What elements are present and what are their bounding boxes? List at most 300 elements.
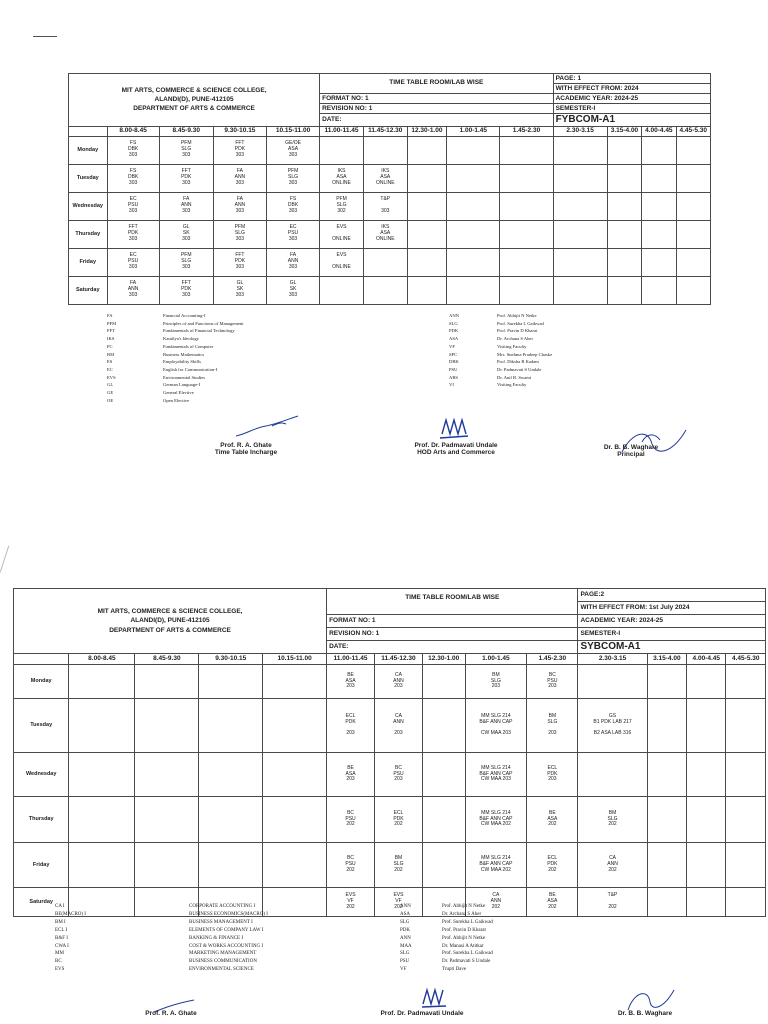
timetable-cell xyxy=(213,248,266,276)
cell-line: 303 xyxy=(128,235,138,242)
legend-row xyxy=(400,911,493,919)
timetable-cell xyxy=(363,164,407,192)
cell-line: SLG xyxy=(547,718,558,725)
cell-line: 303 xyxy=(182,263,191,270)
cell-line: ANN xyxy=(607,861,618,868)
cell-line: 202 xyxy=(394,903,403,910)
empty-cell xyxy=(647,699,686,753)
cell-line: PDK xyxy=(547,861,558,868)
semester: SEMESTER-I xyxy=(553,104,710,114)
day-label: Thursday xyxy=(69,220,108,248)
empty-cell xyxy=(363,276,407,304)
cell-line: ONLINE xyxy=(375,179,395,186)
period-header: 4.45-5.30 xyxy=(726,654,766,665)
legend-row xyxy=(107,374,244,382)
legend-description: Dr. Manasi A Atitkar xyxy=(442,943,484,949)
empty-cell xyxy=(726,665,766,699)
empty-cell xyxy=(647,797,686,843)
empty-cell xyxy=(607,220,641,248)
legend-row xyxy=(449,358,552,366)
empty-cell xyxy=(642,248,676,276)
faculty-legend-2 xyxy=(400,903,493,974)
timetable-cell xyxy=(159,220,213,248)
empty-cell xyxy=(676,220,711,248)
empty-cell xyxy=(500,164,553,192)
cell-line: FFT xyxy=(128,224,138,231)
empty-cell xyxy=(447,248,500,276)
day-label: Wednesday xyxy=(14,753,69,797)
timetable-cell xyxy=(527,797,578,843)
empty-cell xyxy=(607,276,641,304)
empty-cell xyxy=(553,220,607,248)
empty-cell xyxy=(607,136,641,164)
legend-description: Fundamentals of Financial Technology xyxy=(163,328,235,334)
empty-cell xyxy=(687,753,726,797)
empty-cell xyxy=(407,164,447,192)
cell-line: ASA xyxy=(345,770,356,777)
legend-row xyxy=(55,903,268,911)
cell-line: FA xyxy=(130,280,137,287)
cell-line: FFT xyxy=(181,168,191,175)
cell-line: 202 xyxy=(491,903,501,910)
timetable-cell xyxy=(527,888,578,917)
legend-code: SLG xyxy=(400,951,410,957)
empty-cell xyxy=(607,192,641,220)
empty-cell xyxy=(407,220,447,248)
cell-line: B&F ANN CAP xyxy=(479,718,513,725)
cell-line: SLG xyxy=(234,230,245,237)
revision-number: REVISION NO: 1 xyxy=(320,104,553,114)
cell-line: 303 xyxy=(182,207,191,214)
cell-line: 202 xyxy=(608,903,617,910)
legend-row xyxy=(449,320,552,328)
legend-code: FC xyxy=(107,343,113,349)
signature-block-principal xyxy=(586,444,676,458)
cell-line: ASA xyxy=(345,677,356,684)
cell-line: ANN xyxy=(234,202,246,209)
legend-code: ANN xyxy=(449,313,459,318)
timetable-cell xyxy=(213,164,266,192)
legend-description: Fundamentals of Computer xyxy=(163,343,214,349)
legend-description: BUSINESS MANAGEMENT I xyxy=(189,919,253,925)
cell-line: 302 xyxy=(337,207,346,214)
legend-row xyxy=(400,958,493,966)
cell-line: ASA xyxy=(380,174,391,181)
legend-row xyxy=(400,950,493,958)
cell-line: FA xyxy=(236,196,243,203)
legend-row xyxy=(107,312,244,320)
period-header: 4.00-4.45 xyxy=(687,654,726,665)
day-label: Saturday xyxy=(14,888,69,917)
cell-line: PDK xyxy=(234,146,246,153)
college-line: MIT ARTS, COMMERCE & SCIENCE COLLEGE, xyxy=(97,607,243,615)
legend-row xyxy=(55,935,268,943)
empty-cell xyxy=(199,665,263,699)
legend-code: ECL I xyxy=(55,927,68,933)
empty-cell xyxy=(500,192,553,220)
legend-row xyxy=(400,966,493,974)
timetable-cell xyxy=(465,843,527,888)
legend-code: VF xyxy=(400,967,407,973)
legend-row xyxy=(55,966,268,974)
timetable-cell xyxy=(266,220,319,248)
empty-cell xyxy=(726,843,766,888)
day-column-header xyxy=(14,654,69,665)
cell-line: BC xyxy=(394,764,402,771)
legend-code: BM xyxy=(107,351,115,357)
empty-cell xyxy=(500,220,553,248)
legend-code: PFM xyxy=(107,320,117,326)
day-label: Wednesday xyxy=(69,192,108,220)
legend-code: PSU xyxy=(449,366,458,372)
subject-legend-1 xyxy=(107,312,244,404)
legend-code: ANN xyxy=(400,935,411,941)
legend-row xyxy=(107,381,244,389)
cell-line: 303 xyxy=(128,179,138,186)
legend-row xyxy=(400,943,493,951)
legend-description: Visiting Faculty xyxy=(497,382,527,388)
cell-line: PSU xyxy=(547,677,558,684)
legend-description: German Language-I xyxy=(163,382,201,388)
cell-line: GL xyxy=(236,280,244,287)
legend-row xyxy=(107,389,244,397)
cell-line: 203 xyxy=(346,776,355,783)
cell-line: PSU xyxy=(345,815,356,822)
cell-line: PSU xyxy=(127,258,139,265)
timetable-cell xyxy=(107,164,159,192)
period-header: 1.00-1.45 xyxy=(447,126,500,136)
signature-block-hod xyxy=(406,442,506,456)
legend-row xyxy=(107,351,244,359)
cell-line: ANN xyxy=(287,258,299,265)
legend-description: Trupti Dave xyxy=(442,967,467,973)
empty-cell xyxy=(676,192,711,220)
signatory-name: Prof. R. A. Ghate xyxy=(220,442,272,449)
cell-line: 303 xyxy=(235,291,245,298)
cell-line: FFT xyxy=(181,280,191,287)
empty-cell xyxy=(642,192,676,220)
cell-line: DBK xyxy=(287,202,299,209)
cell-line: PSU xyxy=(127,202,139,209)
empty-cell xyxy=(407,248,447,276)
empty-cell xyxy=(642,220,676,248)
page-number: PAGE: 1 xyxy=(553,74,710,84)
period-header: 10.15-11.00 xyxy=(266,126,319,136)
empty-cell xyxy=(607,248,641,276)
signature-ghate-1 xyxy=(232,414,302,442)
signature-block-principal-2 xyxy=(600,1010,690,1017)
period-header: 12.30-1.00 xyxy=(407,126,447,136)
cell-line: B2 ASA LAB 316 xyxy=(593,730,632,737)
empty-cell xyxy=(687,843,726,888)
legend-row xyxy=(449,343,552,351)
empty-cell xyxy=(199,797,263,843)
timetable-cell xyxy=(527,843,578,888)
timetable-title: TIME TABLE ROOM/LAB WISE xyxy=(320,74,553,94)
period-header: 8.00-8.45 xyxy=(107,126,159,136)
empty-cell xyxy=(69,843,135,888)
cell-line: MM SLG 214 xyxy=(481,713,511,719)
cell-line: SLG xyxy=(336,202,347,209)
timetable-cell xyxy=(375,843,423,888)
empty-cell xyxy=(500,248,553,276)
cell-line: B&F ANN CAP xyxy=(479,861,513,868)
empty-cell xyxy=(553,136,607,164)
timetable-cell xyxy=(159,276,213,304)
cell-line: 203 xyxy=(394,730,403,737)
empty-cell xyxy=(578,665,647,699)
period-header: 1.45-2.30 xyxy=(527,654,578,665)
format-number: FORMAT NO: 1 xyxy=(320,94,553,104)
cell-line: CW MAA 203 xyxy=(480,776,511,783)
legend-description: Prof. Pravin D Kharat xyxy=(497,328,538,334)
timetable-cell xyxy=(327,665,375,699)
timetable-cell xyxy=(266,276,319,304)
day-label: Thursday xyxy=(14,797,69,843)
cell-line: EC xyxy=(289,224,297,231)
legend-row xyxy=(107,327,244,335)
cell-line: VF xyxy=(395,898,402,905)
empty-cell xyxy=(578,753,647,797)
legend-code: B&F I xyxy=(55,935,68,941)
cell-line: ASA xyxy=(380,230,391,237)
cell-line: ANN xyxy=(490,898,502,905)
period-header: 9.30-10.15 xyxy=(213,126,266,136)
empty-cell xyxy=(320,276,364,304)
legend-code: MAA xyxy=(400,943,412,949)
legend-description: English for Communication-I xyxy=(163,366,218,372)
cell-line: B&F ANN CAP xyxy=(479,815,513,822)
period-header: 1.45-2.30 xyxy=(500,126,553,136)
cell-line: FS xyxy=(129,140,137,147)
legend-row xyxy=(449,381,552,389)
cell-line: BE xyxy=(347,764,354,771)
empty-cell xyxy=(422,797,465,843)
cell-line: PDK xyxy=(181,174,192,181)
cell-line: 303 xyxy=(128,263,138,270)
legend-description: Prof. Abhijit N Netke xyxy=(442,904,486,909)
legend-code: FA xyxy=(107,313,113,318)
timetable-cell xyxy=(213,136,266,164)
timetable-cell xyxy=(266,192,319,220)
legend-description: BANKING & FINANCE I xyxy=(189,935,244,941)
empty-cell xyxy=(642,136,676,164)
signature-block-hod-2 xyxy=(372,1010,472,1017)
college-line: ALANDI(D), PUNE-412105 xyxy=(154,96,234,104)
empty-cell xyxy=(407,276,447,304)
legend-code: FFT xyxy=(107,328,115,334)
cell-line: EC xyxy=(129,252,137,259)
cell-line: SK xyxy=(182,230,190,237)
empty-cell xyxy=(263,753,327,797)
empty-cell xyxy=(69,665,135,699)
timetable-cell xyxy=(327,797,375,843)
cell-line: PSU xyxy=(287,230,299,237)
cell-line: GL xyxy=(289,280,297,287)
empty-cell xyxy=(135,753,199,797)
cell-line: PSU xyxy=(393,770,404,777)
cell-line: SK xyxy=(236,286,244,293)
legend-code: DBK xyxy=(449,359,459,365)
signatory-name: Prof. Dr. Padmavati Undale xyxy=(380,1010,464,1017)
cell-line: 203 xyxy=(346,683,355,690)
empty-cell xyxy=(607,164,641,192)
cell-line: BE xyxy=(549,809,556,816)
empty-cell xyxy=(69,753,135,797)
legend-description: Kautilya's Ideology xyxy=(163,336,199,342)
timetable-cell xyxy=(578,797,647,843)
cell-line: PFM xyxy=(336,196,347,203)
cell-line: FS xyxy=(289,196,297,203)
cell-line: CA xyxy=(394,713,402,719)
cell-line: 202 xyxy=(394,866,403,873)
empty-cell xyxy=(199,843,263,888)
legend-row xyxy=(449,335,552,343)
timetable-page-1 xyxy=(68,73,711,305)
empty-cell xyxy=(676,248,711,276)
legend-row xyxy=(107,397,244,405)
college-line: DEPARTMENT OF ARTS & COMMERCE xyxy=(109,626,231,634)
empty-cell xyxy=(676,136,711,164)
legend-code: GE xyxy=(107,390,114,396)
legend-code: CWA I xyxy=(55,943,69,949)
academic-year: ACADEMIC YEAR: 2024-25 xyxy=(553,94,710,104)
cell-line: ANN xyxy=(393,718,404,725)
cell-line: 303 xyxy=(235,235,245,242)
timetable-cell xyxy=(375,797,423,843)
empty-cell xyxy=(69,699,135,753)
signature-block-timetable-incharge-2 xyxy=(126,1010,216,1017)
empty-cell xyxy=(676,164,711,192)
signatory-name: Prof. R. A. Ghate xyxy=(145,1010,197,1017)
day-column-header xyxy=(69,126,108,136)
legend-code: EC xyxy=(107,366,113,372)
legend-row xyxy=(449,366,552,374)
signature-undale-1 xyxy=(438,414,470,442)
legend-row xyxy=(400,903,493,911)
cell-line: PDK xyxy=(181,286,192,293)
legend-row xyxy=(400,927,493,935)
cell-line: DBK xyxy=(127,146,139,153)
cell-line: EVS xyxy=(393,892,404,899)
empty-cell xyxy=(642,164,676,192)
legend-row xyxy=(55,943,268,951)
legend-description: Prof. Diksha B Kadam xyxy=(497,359,539,365)
day-label: Saturday xyxy=(69,276,108,304)
cell-line: SLG xyxy=(393,861,404,868)
cell-line: GE/OE xyxy=(285,140,301,147)
empty-cell xyxy=(500,136,553,164)
legend-row xyxy=(107,358,244,366)
signatory-name: Dr. B. B. Waghare xyxy=(617,1010,673,1017)
cell-line: 303 xyxy=(288,263,298,270)
cell-line: 303 xyxy=(235,151,245,158)
cell-line: BC xyxy=(347,809,355,816)
college-line: ALANDI(D), PUNE-412105 xyxy=(130,617,210,625)
legend-code: ABS xyxy=(449,374,458,380)
cell-line: 303 xyxy=(288,207,298,214)
cell-line: CW MAA 202 xyxy=(480,821,511,828)
cell-line: 202 xyxy=(394,821,403,828)
cell-line: BE xyxy=(347,671,354,678)
timetable-cell xyxy=(107,276,159,304)
timetable-cell xyxy=(578,843,647,888)
legend-code: ASA xyxy=(400,911,411,917)
period-header: 10.15-11.00 xyxy=(263,654,327,665)
period-header: 8.45-9.30 xyxy=(159,126,213,136)
cell-line: BM xyxy=(548,713,557,719)
legend-description: Prof. Abhijit N Netke xyxy=(442,935,486,941)
timetable-cell xyxy=(465,699,527,753)
empty-cell xyxy=(263,843,327,888)
cell-line: FA xyxy=(289,252,297,259)
cell-line: ANN xyxy=(127,286,139,293)
empty-cell xyxy=(263,797,327,843)
empty-cell xyxy=(407,192,447,220)
cell-line: T&P xyxy=(380,196,391,203)
cell-line: 303 xyxy=(235,179,245,186)
cell-line: IKS xyxy=(337,168,346,175)
cell-line: 202 xyxy=(608,866,617,873)
timetable-cell xyxy=(375,699,423,753)
timetable-cell xyxy=(327,843,375,888)
period-header: 2.30-3.15 xyxy=(553,126,607,136)
cell-line: BM xyxy=(608,809,617,816)
period-header: 2.30-3.15 xyxy=(578,654,647,665)
empty-cell xyxy=(642,276,676,304)
cell-line: VF xyxy=(347,898,354,905)
cell-line: 303 xyxy=(381,207,390,214)
legend-description: Dr. Padmavati S Undale xyxy=(442,959,491,965)
legend-row xyxy=(400,919,493,927)
legend-description: General Elective xyxy=(163,390,194,396)
period-header: 3.15-4.00 xyxy=(647,654,686,665)
legend-description: Prof. Abhijit N Netke xyxy=(497,313,537,318)
legend-code: IKS xyxy=(107,336,115,342)
cell-line: ONLINE xyxy=(332,235,351,242)
cell-line: 202 xyxy=(548,866,557,873)
timetable-cell xyxy=(159,164,213,192)
legend-description: CORPORATE ACCOUNTING I xyxy=(189,904,256,909)
cell-line: SK xyxy=(289,286,297,293)
timetable-cell xyxy=(375,665,423,699)
semester: SEMESTER-I xyxy=(578,628,766,641)
empty-cell xyxy=(447,192,500,220)
empty-cell xyxy=(199,699,263,753)
timetable-cell xyxy=(159,192,213,220)
cell-line: 202 xyxy=(548,821,557,828)
legend-row xyxy=(55,958,268,966)
cell-line: PDK xyxy=(127,230,139,237)
timetable-cell xyxy=(320,248,364,276)
cell-line: MM SLG 214 xyxy=(481,809,511,816)
empty-cell xyxy=(199,753,263,797)
cell-line: CA xyxy=(394,671,402,678)
period-header: 11.45-12.30 xyxy=(363,126,407,136)
class-name: SYBCOM-A1 xyxy=(578,641,766,654)
cell-line: FA xyxy=(236,168,243,175)
cell-line: 303 xyxy=(288,235,298,242)
cell-line: BM xyxy=(492,671,500,678)
empty-cell xyxy=(726,753,766,797)
stray-pen-mark xyxy=(33,36,57,37)
period-header: 8.45-9.30 xyxy=(135,654,199,665)
cell-line: FFT xyxy=(235,140,245,147)
legend-code: PDK xyxy=(449,328,459,334)
cell-line: 203 xyxy=(346,730,355,737)
timetable-cell xyxy=(266,248,319,276)
cell-line: T&P xyxy=(607,892,618,899)
